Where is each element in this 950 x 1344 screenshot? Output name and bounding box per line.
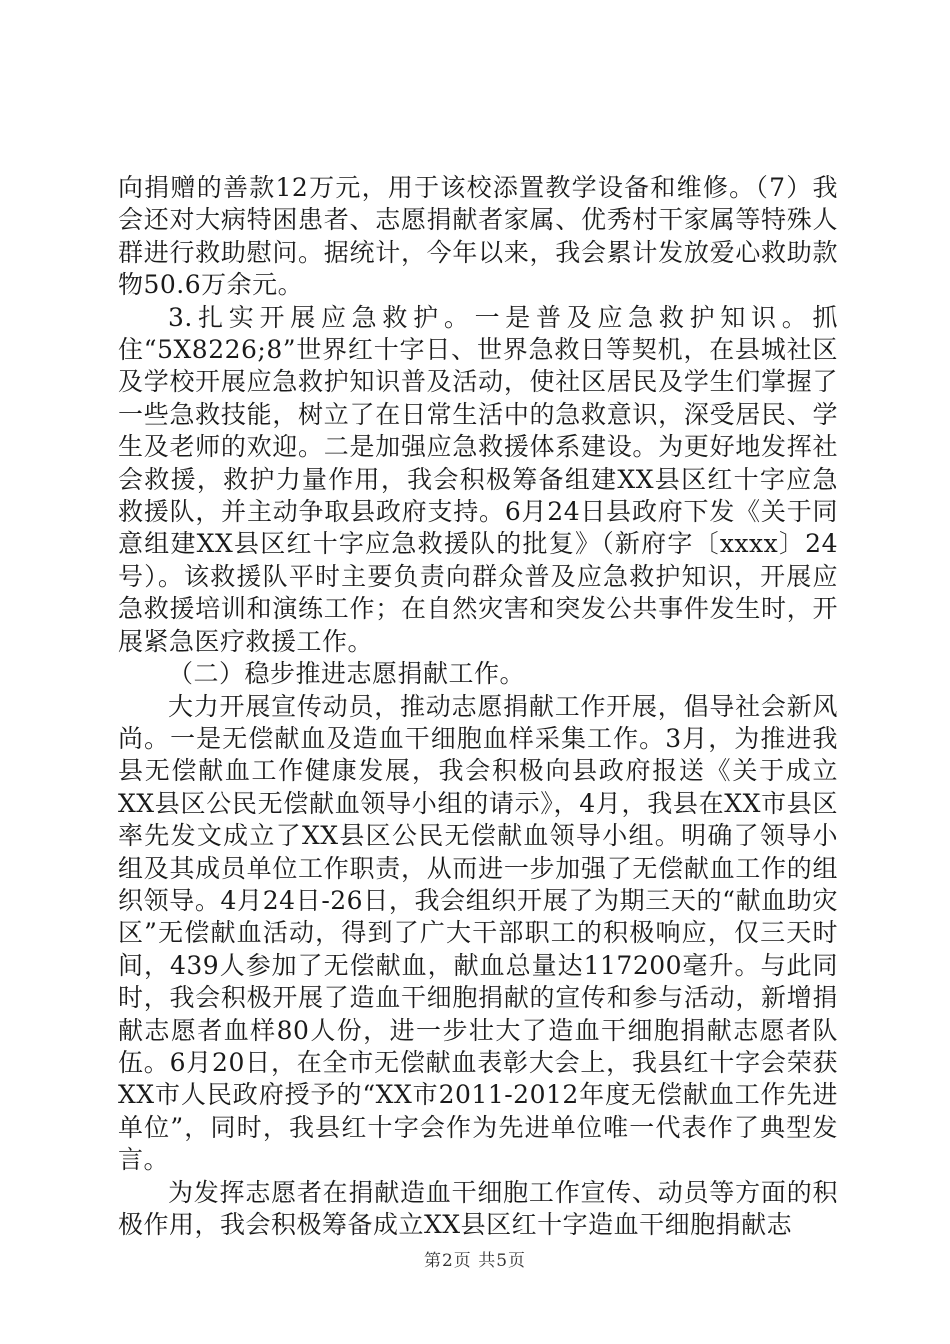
section-heading-volunteer-donation: （二）稳步推进志愿捐献工作。	[168, 659, 526, 689]
paragraph-stem-cell-volunteers: 为发挥志愿者在捐献造血干细胞工作宣传、动员等方面的积极作用，我会积极筹备成立XX县区红十字造血干细胞捐献志	[118, 1177, 838, 1239]
paragraph-blood-donation: 大力开展宣传动员，推动志愿捐献工作开展，倡导社会新风尚。一是无偿献血及造血干细胞血样采集工作。3月，为推进我县无偿献血工作健康发展，我会积极向县政府报送《关于成立XX县区公民无偿献血领导小组的请示》，4月，我县在XX市县区率先发文成立了XX县区公民无偿献血领导小组。明确了领导小组及其成员单位工作职责，从而进一步加强了无偿献血工作的组织领导。4月24日-26日，我会组织开展了为期三天的“献血助灾区”无偿献血活动，得到了广大干部职工的积极响应，仅三天时间，439人参加了无偿献血，献血总量达117200毫升。与此同时，我会积极开展了造血干细胞捐献的宣传和参与活动，新增捐献志愿者血样80人份，进一步壮大了造血干细胞捐献志愿者队伍。6月20日，在全市无偿献血表彰大会上，我县红十字会荣获XX市人民政府授予的“XX市2011-2012年度无偿献血工作先进单位”，同时，我县红十字会作为先进单位唯一代表作了典型发言。	[118, 691, 838, 1175]
paragraph-emergency-rescue: 3.扎实开展应急救护。一是普及应急救护知识。抓住“5X8226;8”世界红十字日、世界急救日等契机，在县城社区及学校开展应急救护知识普及活动，使社区居民及学生们掌握了一些急救技能，树立了在日常生活中的急救意识，深受居民、学生及老师的欢迎。二是加强应急救援体系建设。为更好地发挥社会救援，救护力量作用，我会积极筹备组建XX县区红十字应急救援队，并主动争取县政府支持。6月24日县政府下发《关于同意组建XX县区红十字应急救援队的批复》（新府字〔xxxx〕24号）。该救援队平时主要负责向群众普及应急救护知识，开展应急救援培训和演练工作；在自然灾害和突发公共事件发生时，开展紧急医疗救援工作。	[118, 302, 838, 656]
page-number-footer: 第2页 共5页	[423, 1251, 527, 1271]
paragraph-donation-summary: 向捐赠的善款12万元，用于该校添置教学设备和维修。（7）我会还对大病特困患者、志愿捐献者家属、优秀村干家属等特殊人群进行救助慰问。据统计，今年以来，我会累计发放爱心救助款物50.6万余元。	[118, 173, 838, 300]
document-body	[118, 172, 838, 1241]
